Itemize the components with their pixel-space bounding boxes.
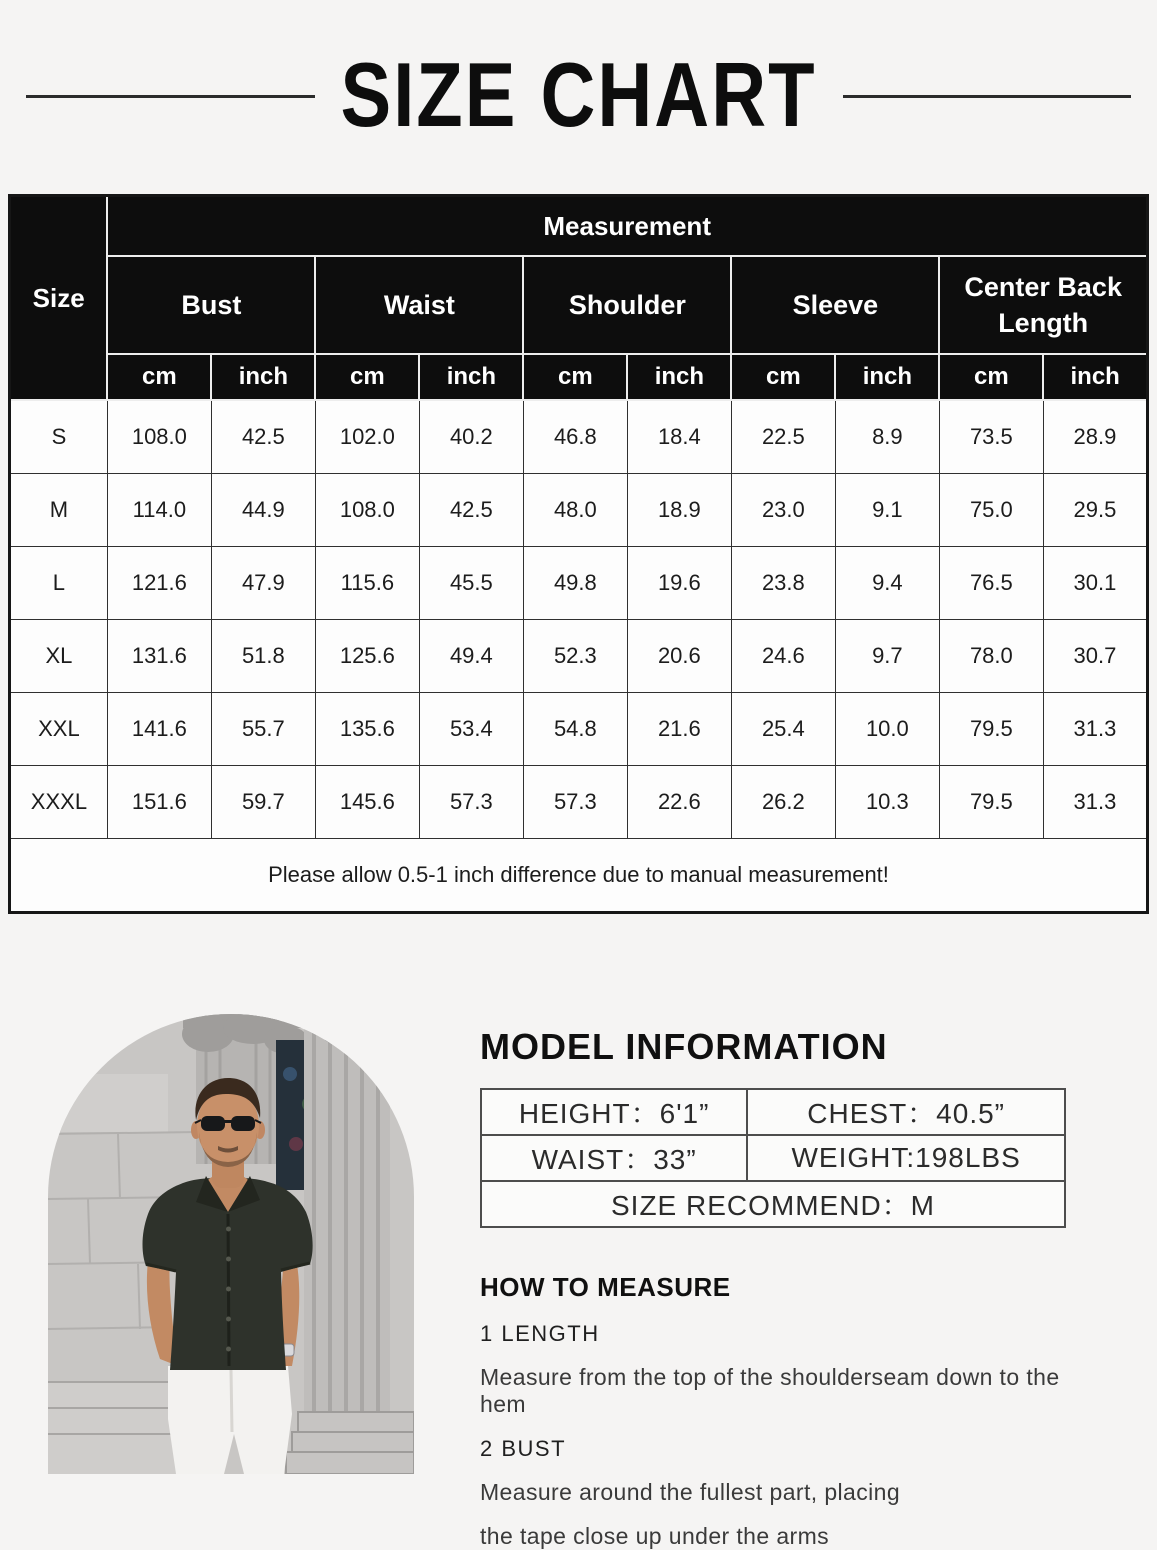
measurement-value: 44.9 <box>211 474 315 547</box>
unit-header-cm: cm <box>315 354 419 400</box>
group-header-shoulder: Shoulder <box>523 256 731 354</box>
measurement-value: 10.3 <box>835 766 939 839</box>
measurement-value: 24.6 <box>731 620 835 693</box>
measurement-value: 19.6 <box>627 547 731 620</box>
measurement-value: 28.9 <box>1043 400 1147 474</box>
table-row-xl <box>10 620 1148 693</box>
measurement-value: 115.6 <box>315 547 419 620</box>
model-info-row <box>481 1089 1065 1135</box>
measurement-value: 49.8 <box>523 547 627 620</box>
unit-header-inch: inch <box>419 354 523 400</box>
size-cell: M <box>10 474 108 547</box>
measurement-value: 31.3 <box>1043 766 1147 839</box>
measurement-value: 23.8 <box>731 547 835 620</box>
measurement-header: Measurement <box>107 196 1147 257</box>
measurement-value: 52.3 <box>523 620 627 693</box>
step-length-text: Measure from the top of the shoulderseam down to the hem <box>480 1364 1060 1417</box>
size-cell: XXL <box>10 693 108 766</box>
measurement-value: 51.8 <box>211 620 315 693</box>
measurement-value: 22.6 <box>627 766 731 839</box>
measurement-value: 22.5 <box>731 400 835 474</box>
table-note-row <box>10 839 1148 913</box>
measurement-value: 21.6 <box>627 693 731 766</box>
measurement-value: 40.2 <box>419 400 523 474</box>
unit-header-cm: cm <box>107 354 211 400</box>
measurement-value: 10.0 <box>835 693 939 766</box>
table-row-s <box>10 400 1148 474</box>
unit-header-cm: cm <box>939 354 1043 400</box>
measurement-value: 48.0 <box>523 474 627 547</box>
table-row-m <box>10 474 1148 547</box>
measurement-value: 108.0 <box>107 400 211 474</box>
step-length-label: 1 LENGTH <box>480 1321 600 1346</box>
measurement-value: 145.6 <box>315 766 419 839</box>
measurement-value: 47.9 <box>211 547 315 620</box>
size-recommend: SIZE RECOMMEND：M <box>481 1181 1065 1227</box>
measurement-value: 46.8 <box>523 400 627 474</box>
title-row <box>0 0 1157 147</box>
measurement-value: 121.6 <box>107 547 211 620</box>
model-height: HEIGHT：6'1” <box>481 1089 747 1135</box>
table-row-xxl <box>10 693 1148 766</box>
size-chart-table <box>8 194 1149 914</box>
size-cell: XXXL <box>10 766 108 839</box>
measurement-value: 25.4 <box>731 693 835 766</box>
step-bust-text-line1: Measure around the fullest part, placing <box>480 1479 901 1505</box>
measurement-value: 79.5 <box>939 693 1043 766</box>
measurement-value: 9.1 <box>835 474 939 547</box>
model-chest: CHEST：40.5” <box>747 1089 1065 1135</box>
group-header-sleeve: Sleeve <box>731 256 939 354</box>
measurement-note: Please allow 0.5-1 inch difference due to manual measurement! <box>10 839 1148 913</box>
measurement-value: 18.4 <box>627 400 731 474</box>
model-info-row <box>481 1181 1065 1227</box>
size-cell: L <box>10 547 108 620</box>
step-bust-text-line2: the tape close up under the arms <box>480 1523 830 1549</box>
model-information-heading: MODEL INFORMATION <box>480 1026 888 1067</box>
unit-header-cm: cm <box>523 354 627 400</box>
title-line-right <box>843 95 1132 98</box>
measurement-value: 42.5 <box>419 474 523 547</box>
measurement-value: 9.7 <box>835 620 939 693</box>
measurement-value: 54.8 <box>523 693 627 766</box>
measurement-value: 141.6 <box>107 693 211 766</box>
measurement-value: 79.5 <box>939 766 1043 839</box>
measurement-value: 23.0 <box>731 474 835 547</box>
measurement-value: 135.6 <box>315 693 419 766</box>
size-column-header: Size <box>10 196 108 401</box>
measurement-value: 57.3 <box>419 766 523 839</box>
unit-header-inch: inch <box>627 354 731 400</box>
step-bust-label: 2 BUST <box>480 1436 567 1461</box>
model-info-column <box>480 1014 1066 1550</box>
unit-header-inch: inch <box>1043 354 1147 400</box>
group-header-center-back-length: Center Back Length <box>939 256 1147 354</box>
title-line-left <box>26 95 315 98</box>
measurement-value: 57.3 <box>523 766 627 839</box>
measurement-value: 18.9 <box>627 474 731 547</box>
measurement-value: 45.5 <box>419 547 523 620</box>
measurement-value: 125.6 <box>315 620 419 693</box>
measurement-value: 49.4 <box>419 620 523 693</box>
measurement-value: 114.0 <box>107 474 211 547</box>
size-cell: S <box>10 400 108 474</box>
measurement-value: 31.3 <box>1043 693 1147 766</box>
measurement-value: 8.9 <box>835 400 939 474</box>
measurement-value: 59.7 <box>211 766 315 839</box>
measurement-value: 55.7 <box>211 693 315 766</box>
measurement-value: 75.0 <box>939 474 1043 547</box>
bottom-section <box>0 1014 1157 1550</box>
size-cell: XL <box>10 620 108 693</box>
measurement-value: 131.6 <box>107 620 211 693</box>
page-title: SIZE CHART <box>340 44 817 147</box>
table-row-xxxl <box>10 766 1148 839</box>
measurement-value: 29.5 <box>1043 474 1147 547</box>
measurement-value: 78.0 <box>939 620 1043 693</box>
table-row-l <box>10 547 1148 620</box>
measurement-value: 30.1 <box>1043 547 1147 620</box>
model-info-table <box>480 1088 1066 1228</box>
group-header-bust: Bust <box>107 256 315 354</box>
unit-header-inch: inch <box>211 354 315 400</box>
measurement-value: 53.4 <box>419 693 523 766</box>
measurement-value: 26.2 <box>731 766 835 839</box>
measurement-value: 42.5 <box>211 400 315 474</box>
model-photo <box>48 1014 414 1474</box>
how-to-measure-heading: HOW TO MEASURE <box>480 1272 731 1302</box>
model-waist: WAIST：33” <box>481 1135 747 1181</box>
unit-header-cm: cm <box>731 354 835 400</box>
measurement-value: 73.5 <box>939 400 1043 474</box>
measurement-value: 102.0 <box>315 400 419 474</box>
measurement-value: 76.5 <box>939 547 1043 620</box>
measurement-value: 151.6 <box>107 766 211 839</box>
measurement-value: 108.0 <box>315 474 419 547</box>
model-info-row <box>481 1135 1065 1181</box>
measurement-value: 9.4 <box>835 547 939 620</box>
model-weight: WEIGHT:198LBS <box>747 1135 1065 1181</box>
model-photo-illustration <box>48 1014 414 1474</box>
unit-header-inch: inch <box>835 354 939 400</box>
measurement-value: 20.6 <box>627 620 731 693</box>
group-header-waist: Waist <box>315 256 523 354</box>
measurement-value: 30.7 <box>1043 620 1147 693</box>
